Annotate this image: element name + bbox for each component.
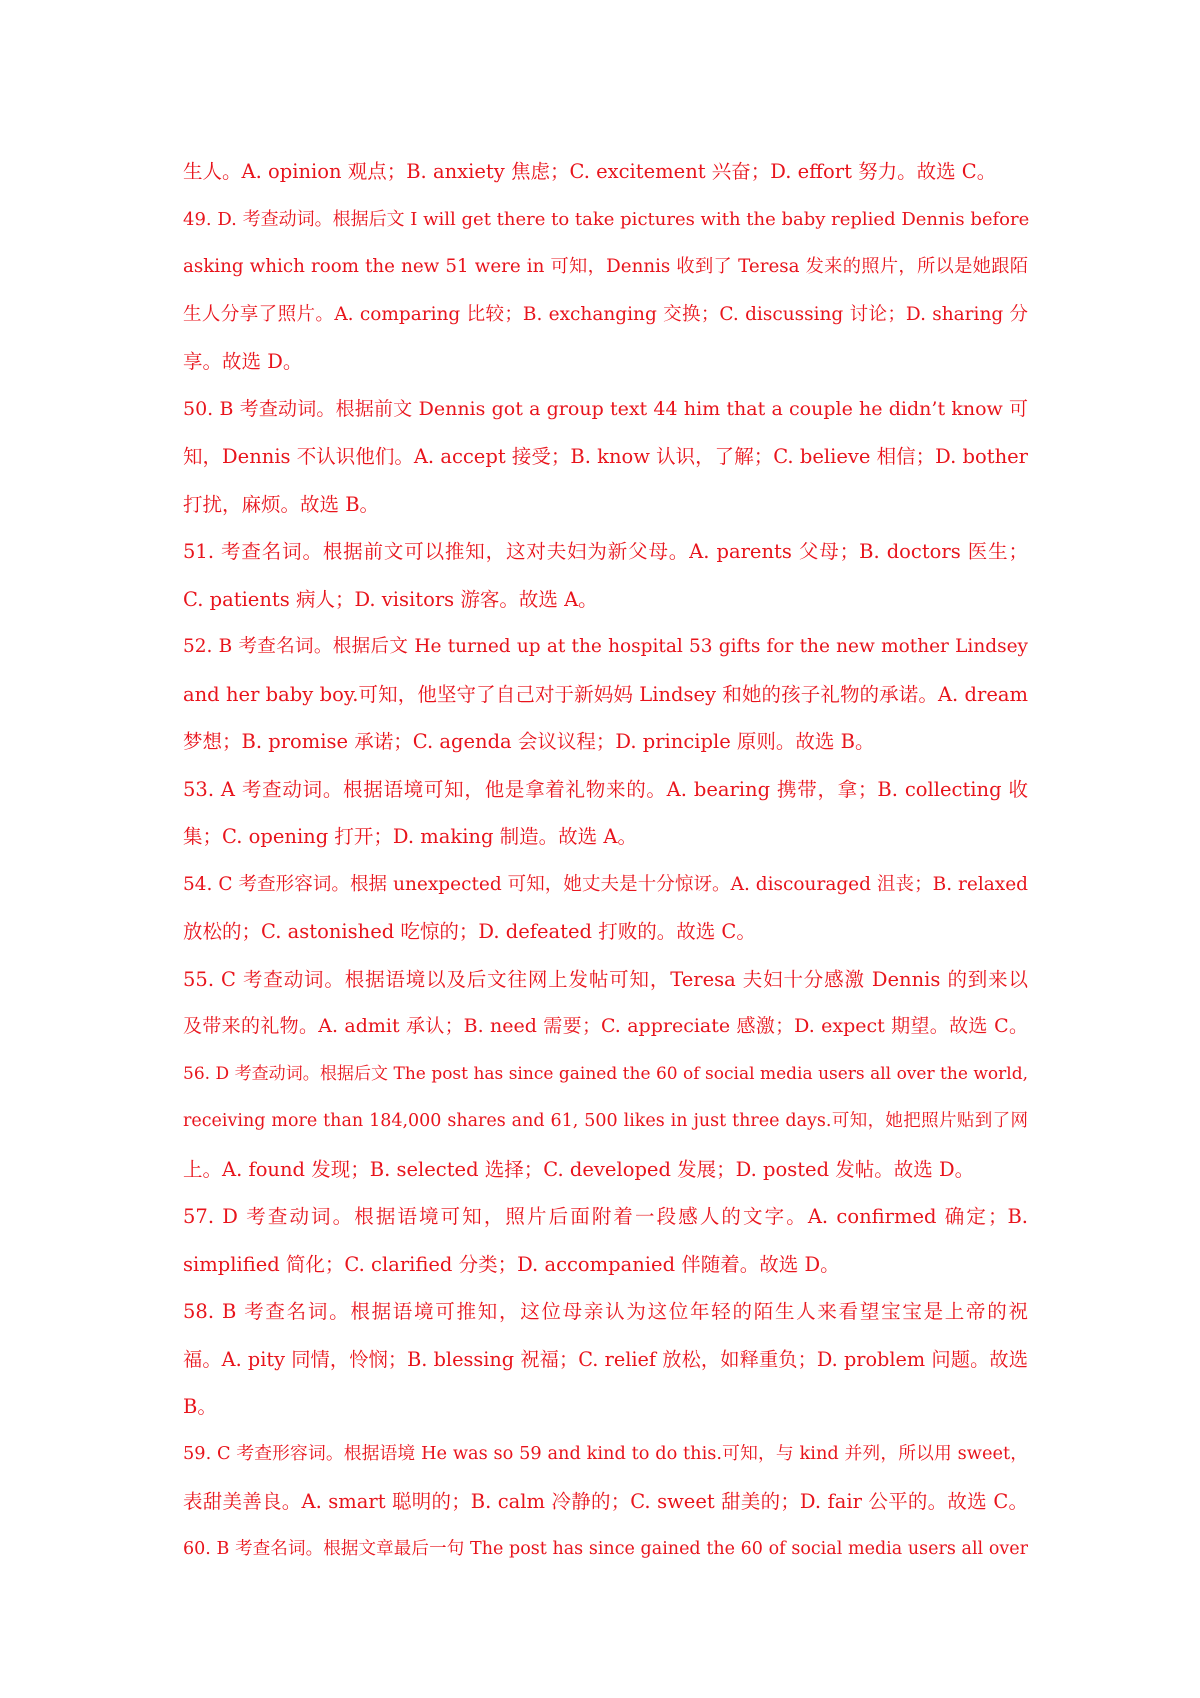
text-line: 58. B 考查名词。根据语境可推知，这位母亲认为这位年轻的陌生人来看望宝宝是上帝的祝 <box>183 1300 1028 1323</box>
text-line: 放松的；C. astonished 吃惊的；D. defeated 打败的。故选 C。 <box>183 920 756 943</box>
text-line: 53. A 考查动词。根据语境可知，他是拿着礼物来的。A. bearing 携带，拿；B. collecting 收 <box>183 777 1028 801</box>
text-line: 生人。A. opinion 观点；B. anxiety 焦虑；C. excitement 兴奋；D. effort 努力。故选 C。 <box>183 160 997 183</box>
text-line: B。 <box>183 1395 217 1418</box>
text-line: 55. C 考查动词。根据语境以及后文往网上发帖可知，Teresa 夫妇十分感激 Dennis 的到来以 <box>183 967 1028 991</box>
text-line: 59. C 考查形容词。根据语境 He was so 59 and kind to do this.可知，与 kind 并列，所以用 sweet， <box>183 1443 1028 1464</box>
text-line: 54. C 考查形容词。根据 unexpected 可知，她丈夫是十分惊讶。A. discouraged 沮丧；B. relaxed <box>183 873 1028 895</box>
text-line: receiving more than 184,000 shares and 61, 500 likes in just three days.可知，她把照片贴到了网 <box>183 1111 1028 1131</box>
document-body <box>183 148 1028 1573</box>
text-line: 56. D 考查动词。根据后文 The post has since gained the 60 of social media users all over the world, <box>183 1063 1028 1084</box>
text-line: 集；C. opening 打开；D. making 制造。故选 A。 <box>183 825 637 848</box>
text-line: 及带来的礼物。A. admit 承认；B. need 需要；C. appreciate 感激；D. expect 期望。故选 C。 <box>183 1015 1028 1037</box>
text-line: C. patients 病人；D. visitors 游客。故选 A。 <box>183 587 598 611</box>
text-line: 福。A. pity 同情，怜悯；B. blessing 祝福；C. relief 放松，如释重负；D. problem 问题。故选 <box>183 1347 1028 1371</box>
text-line: 52. B 考查名词。根据后文 He turned up at the hospital 53 gifts for the new mother Lindsey <box>183 636 1028 657</box>
text-line: and her baby boy.可知，他坚守了自己对于新妈妈 Lindsey 和她的孩子礼物的承诺。A. dream <box>183 682 1028 706</box>
text-line: simplified 简化；C. clarified 分类；D. accompanied 伴随着。故选 D。 <box>183 1252 840 1276</box>
text-line: 49. D. 考查动词。根据后文 I will get there to take pictures with the baby replied Dennis before <box>183 208 1030 230</box>
text-line: 表甜美善良。A. smart 聪明的；B. calm 冷静的；C. sweet 甜美的；D. fair 公平的。故选 C。 <box>183 1490 1028 1513</box>
text-line: 梦想；B. promise 承诺；C. agenda 会议议程；D. principle 原则。故选 B。 <box>183 730 875 753</box>
text-line: 打扰，麻烦。故选 B。 <box>183 492 380 516</box>
text-line: asking which room the new 51 were in 可知，Dennis 收到了 Teresa 发来的照片，所以是她跟陌 <box>183 256 1028 277</box>
text-line: 生人分享了照片。A. comparing 比较；B. exchanging 交换；C. discussing 讨论；D. sharing 分 <box>183 303 1028 325</box>
text-line: 51. 考查名词。根据前文可以推知，这对夫妇为新父母。A. parents 父母；B. doctors 医生； <box>183 540 1028 563</box>
text-line: 享。故选 D。 <box>183 350 303 373</box>
text-line: 60. B 考查名词。根据文章最后一句 The post has since gained the 60 of social media users all over <box>183 1538 1028 1559</box>
text-line: 上。A. found 发现；B. selected 选择；C. developed 发展；D. posted 发帖。故选 D。 <box>183 1157 975 1181</box>
text-line: 57. D 考查动词。根据语境可知，照片后面附着一段感人的文字。A. confirmed 确定；B. <box>183 1205 1028 1228</box>
text-line: 知，Dennis 不认识他们。A. accept 接受；B. know 认识，了解；C. believe 相信；D. bother <box>183 445 1028 468</box>
text-line: 50. B 考查动词。根据前文 Dennis got a group text 44 him that a couple he didn’t know 可 <box>183 397 1028 420</box>
